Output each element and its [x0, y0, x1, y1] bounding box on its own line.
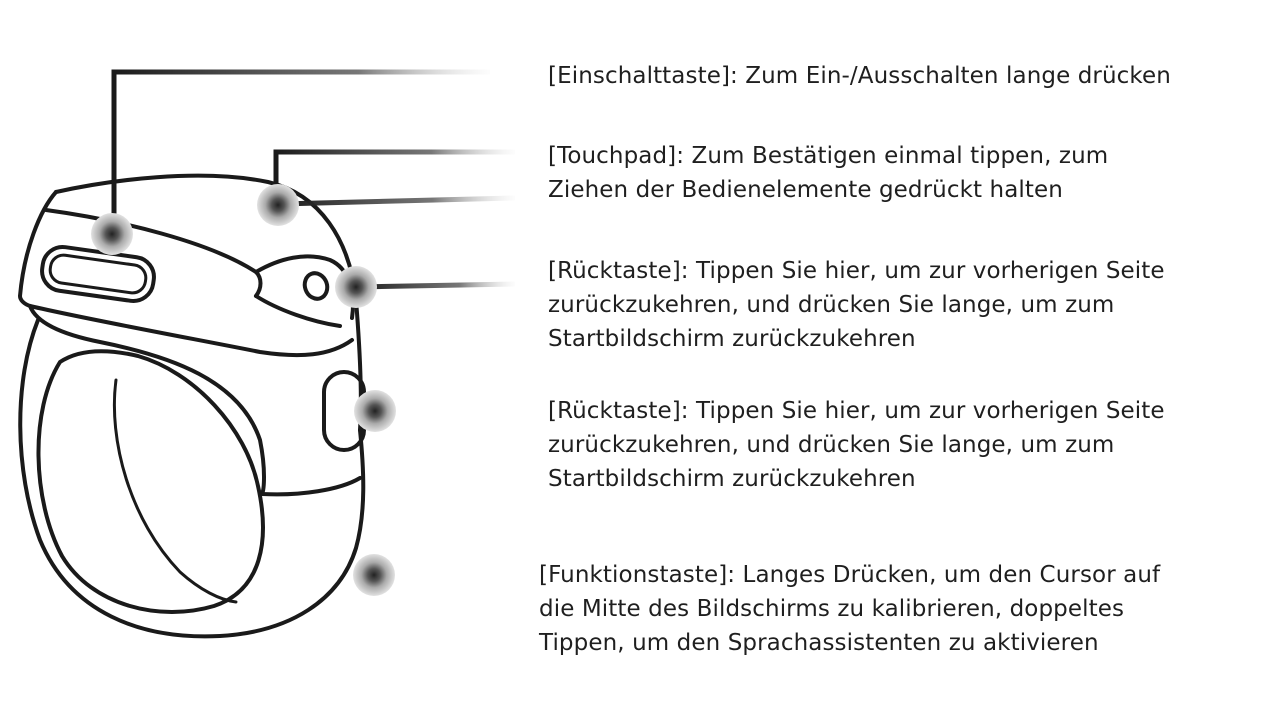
ring-band-inner [38, 351, 262, 612]
power-button-slot-inner [49, 253, 148, 294]
leader-line-touchpad-lower [280, 198, 515, 204]
ring-device [20, 176, 364, 637]
marker-function [353, 554, 395, 596]
callout-touchpad: [Touchpad]: Zum Bestätigen einmal tippen, zum Ziehen der Bedienelemente gedrückt halten [548, 143, 1109, 203]
callout-function-button: [Funktionstaste]: Langes Drücken, um den Cursor auf die Mitte des Bildschirms zu kalibrieren, doppeltes Tippen, um den Sprachassistenten zu aktivieren [539, 562, 1161, 656]
leader-line-touchpad-upper [276, 152, 515, 190]
leader-line-back-top [356, 284, 515, 287]
callout-back-button-side: [Rücktaste]: Tippen Sie hier, um zur vorherigen Seite zurückzukehren, und drücken Sie lange, um zum Startbildschirm zurückzukehren [548, 398, 1165, 492]
marker-touchpad [257, 184, 299, 226]
ring-front-face [20, 192, 352, 355]
back-button-top-shape [301, 270, 331, 302]
ring-top-body [56, 176, 361, 430]
markers [91, 184, 396, 596]
ring-band-outer [20, 320, 363, 636]
power-button-slot [39, 244, 156, 303]
ring-band-inner-rim [114, 380, 236, 602]
ring-lower-seam [30, 306, 360, 494]
marker-back-side [354, 390, 396, 432]
leader-lines [114, 72, 520, 575]
callout-power-button: [Einschalttaste]: Zum Ein-/Ausschalten lange drücken [548, 63, 1171, 89]
callout-back-button-top: [Rücktaste]: Tippen Sie hier, um zur vorherigen Seite zurückzukehren, und drücken Sie lange, um zum Startbildschirm zurückzukehren [548, 258, 1165, 352]
marker-back-top [335, 266, 377, 308]
touchpad-edge [256, 296, 340, 326]
marker-power [91, 213, 133, 255]
